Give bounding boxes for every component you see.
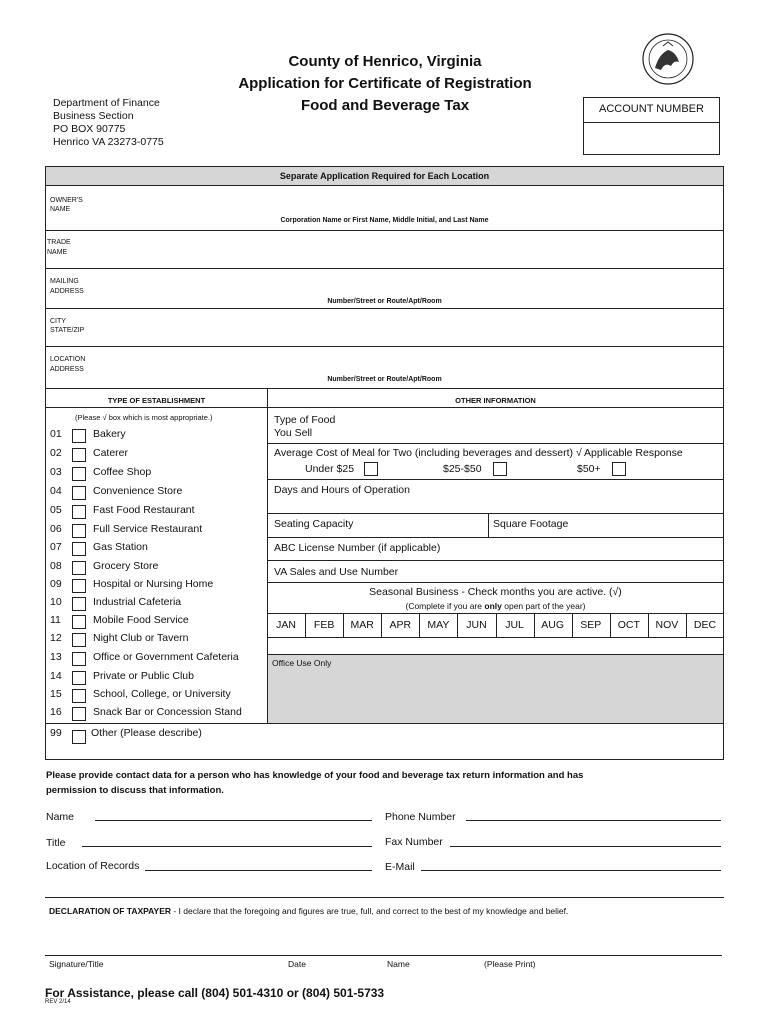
establishment-label: Caterer [93,447,129,459]
establishment-label: Industrial Cafeteria [93,596,182,608]
establishment-code: 13 [50,651,62,663]
location-address-label-2: ADDRESS [50,366,84,373]
state-zip-label: STATE/ZIP [50,327,85,334]
email-field[interactable] [421,870,721,871]
owners-name-label-2: NAME [50,206,71,213]
food-type-label-2: You Sell [274,427,313,439]
seasonal-hint: (Complete if you are only open part of the year) [405,601,586,611]
other-information-header: OTHER INFORMATION [455,396,536,405]
establishment-code: 01 [50,428,62,440]
city-state-zip-field[interactable] [100,312,720,342]
month-aug[interactable]: AUG [541,619,564,631]
days-hours-field[interactable] [420,482,720,512]
account-number-field[interactable] [584,123,719,154]
seasonal-label: Seasonal Business - Check months you are active. (√) [369,586,622,598]
form-title-application: Application for Certificate of Registration [238,75,532,92]
month-feb[interactable]: FEB [313,619,335,631]
under-25-checkbox[interactable] [364,462,378,476]
email-label: E-Mail [385,861,415,873]
office-use-label: Office Use Only [272,658,332,668]
establishment-label: Office or Government Cafeteria [93,651,239,663]
fax-number-label: Fax Number [385,836,443,848]
establishment-label: Gas Station [93,541,148,553]
dept-name: Department of Finance [53,97,160,109]
establishment-label: Fast Food Restaurant [93,504,195,516]
location-records-field[interactable] [145,870,372,871]
dept-section: Business Section [53,110,134,122]
contact-name-label: Name [46,811,75,823]
square-footage-label: Square Footage [493,518,569,530]
contact-intro-2: permission to discuss that information. [46,785,224,796]
location-address-label: LOCATION [50,356,86,363]
office-use-area [268,655,723,723]
under-25-label: Under $25 [305,463,355,475]
establishment-label: School, College, or University [93,688,231,700]
establishment-code: 09 [50,578,62,590]
dept-city: Henrico VA 23273-0775 [53,136,164,148]
establishment-checkbox[interactable] [72,542,86,556]
month-jul[interactable]: JUL [505,619,524,631]
phone-number-field[interactable] [466,820,721,821]
establishment-label: Snack Bar or Concession Stand [93,706,242,718]
establishment-checkbox[interactable] [72,652,86,666]
declaration-text: DECLARATION OF TAXPAYER - I declare that the foregoing and figures are true, full, and correct to the best of my knowledge and belief. [49,906,569,916]
establishment-label: Private or Public Club [93,670,194,682]
mailing-address-field[interactable] [100,272,720,296]
mailing-address-label-2: ADDRESS [50,288,84,295]
over-50-label: $50+ [577,463,601,475]
establishment-code: 10 [50,596,62,608]
location-records-label: Location of Records [46,860,140,872]
establishment-code: 16 [50,706,62,718]
establishment-code: 03 [50,466,62,478]
abc-license-label: ABC License Number (if applicable) [274,542,441,554]
establishment-label: Full Service Restaurant [93,523,203,535]
establishment-code: 07 [50,541,62,553]
establishment-checkbox[interactable] [72,448,86,462]
revision-label: REV 2/14 [45,999,71,1005]
establishment-label: Hospital or Nursing Home [93,578,214,590]
establishment-code: 15 [50,688,62,700]
establishment-checkbox[interactable] [72,597,86,611]
date-label: Date [288,959,306,969]
abc-license-field[interactable] [445,539,720,559]
month-nov[interactable]: NOV [655,619,679,631]
signature-line[interactable] [45,955,722,956]
establishment-code: 05 [50,504,62,516]
establishment-checkbox[interactable] [72,671,86,685]
establishment-label: Convenience Store [93,485,183,497]
va-sales-label: VA Sales and Use Number [274,566,399,578]
establishment-checkbox[interactable] [72,486,86,500]
location-address-hint: Number/Street or Route/Apt/Room [327,376,442,383]
owners-name-hint: Corporation Name or First Name, Middle Initial, and Last Name [280,217,489,224]
establishment-code: 06 [50,523,62,535]
establishment-label: Grocery Store [93,560,159,572]
county-seal-icon [641,32,695,86]
establishment-checkbox[interactable] [72,615,86,629]
establishment-code: 14 [50,670,62,682]
trade-name-label-2: NAME [47,249,68,256]
establishment-code: 04 [50,485,62,497]
square-footage-field[interactable] [572,515,720,535]
seating-capacity-field[interactable] [360,515,485,535]
range-25-50-label: $25-$50 [443,463,482,475]
location-address-field[interactable] [100,350,720,374]
establishment-label: Bakery [93,428,126,440]
establishment-checkbox[interactable] [72,561,86,575]
contact-title-label: Title [46,837,66,849]
contact-title-field[interactable] [82,846,372,847]
month-mar[interactable]: MAR [350,619,374,631]
signature-label: Signature/Title [49,959,104,969]
other-checkbox[interactable] [72,730,86,744]
food-type-label: Type of Food [274,414,336,426]
establishment-checkbox[interactable] [72,579,86,593]
establishment-checkbox[interactable] [72,467,86,481]
establishment-checkbox[interactable] [72,633,86,647]
seating-capacity-label: Seating Capacity [274,518,354,530]
form-title-tax: Food and Beverage Tax [300,97,470,114]
mailing-address-hint: Number/Street or Route/Apt/Room [327,298,442,305]
food-type-field[interactable] [340,410,720,440]
contact-intro: Please provide contact data for a person who has knowledge of your food and beverage tax return information and has [46,770,584,781]
establishment-label: Coffee Shop [93,466,152,478]
mailing-address-label: MAILING [50,278,79,285]
establishment-code: 02 [50,447,62,459]
month-dec[interactable]: DEC [693,619,717,631]
establishment-code: 12 [50,632,62,644]
contact-name-field[interactable] [95,820,372,821]
establishment-checkbox[interactable] [72,429,86,443]
establishment-hint: (Please √ box which is most appropriate.) [75,413,213,422]
city-label: CITY [50,318,66,325]
fax-number-field[interactable] [450,846,721,847]
trade-name-field[interactable] [100,234,720,264]
print-name-label: Name [387,959,410,969]
month-may[interactable]: MAY [427,619,450,631]
form-banner-text: Separate Application Required for Each Location [279,171,490,181]
phone-number-label: Phone Number [385,811,456,823]
month-jan[interactable]: JAN [276,619,296,631]
other-code: 99 [50,727,62,739]
establishment-code: 08 [50,560,62,572]
establishment-label: Mobile Food Service [93,614,189,626]
account-number-label: ACCOUNT NUMBER [599,103,704,115]
establishment-label: Night Club or Tavern [93,632,189,644]
trade-name-label: TRADE [47,239,71,246]
establishment-checkbox[interactable] [72,707,86,721]
establishment-checkbox[interactable] [72,689,86,703]
establishment-type-header: TYPE OF ESTABLISHMENT [107,396,206,405]
dept-pobox: PO BOX 90775 [53,123,126,135]
over-50-checkbox[interactable] [612,462,626,476]
establishment-code: 11 [50,614,61,626]
form-title-county: County of Henrico, Virginia [288,53,482,70]
please-print-label: (Please Print) [484,959,536,969]
establishment-checkbox[interactable] [72,524,86,538]
month-apr[interactable]: APR [389,619,412,631]
month-oct[interactable]: OCT [617,619,640,631]
owners-name-label: OWNER'S [50,197,83,204]
va-sales-field[interactable] [400,563,720,581]
establishment-checkbox[interactable] [72,505,86,519]
average-cost-label: Average Cost of Meal for Two (including beverages and dessert) √ Applicable Response [274,447,683,459]
owners-name-field[interactable] [100,190,720,214]
month-sep[interactable]: SEP [580,619,602,631]
month-jun[interactable]: JUN [466,619,487,631]
assistance-phone: For Assistance, please call (804) 501-4310 or (804) 501-5733 [45,986,385,1000]
range-25-50-checkbox[interactable] [493,462,507,476]
days-hours-label: Days and Hours of Operation [274,484,410,496]
other-label: Other (Please describe) [91,727,202,739]
